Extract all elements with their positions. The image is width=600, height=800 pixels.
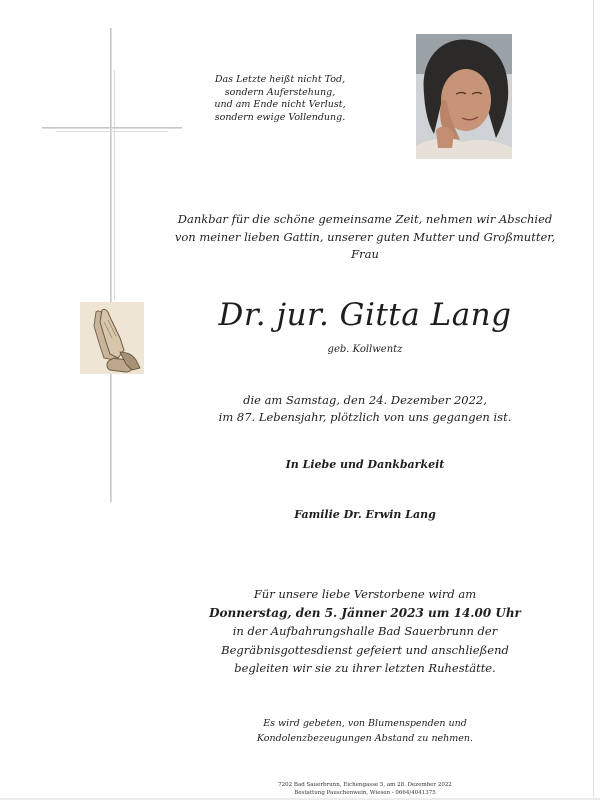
- request-line: Es wird gebeten, von Blumenspenden und: [263, 718, 467, 729]
- cross-vertical-beam: [110, 28, 112, 502]
- death-notice-line: die am Samstag, den 24. Dezember 2022,: [243, 393, 487, 407]
- funeral-intro: Für unsere liebe Verstorbene wird am: [253, 587, 477, 601]
- cross-horizontal-shadow: [56, 131, 168, 132]
- cross-vertical-shadow: [114, 70, 115, 300]
- intro-text: [130, 211, 600, 264]
- gratitude-line: In Liebe und Dankbarkeit: [285, 458, 445, 471]
- death-notice-line: im 87. Lebensjahr, plötzlich von uns gegangen ist.: [218, 410, 512, 424]
- family-signature: Familie Dr. Erwin Lang: [294, 508, 436, 521]
- death-notice: [130, 392, 600, 426]
- poem-line: sondern Auferstehung,: [224, 86, 336, 98]
- intro-line: von meiner lieben Gattin, unserer guten Mutter und Großmutter,: [174, 229, 556, 244]
- portrait-photo: [416, 34, 512, 159]
- funeral-info: [130, 585, 600, 678]
- deceased-name: Dr. jur. Gitta Lang: [218, 297, 512, 333]
- footer-line: Bestattung Pauschenwein, Wiesen - 0664/4041375: [294, 790, 436, 796]
- birth-name: geb. Kollwentz: [327, 344, 403, 355]
- poem-line: sondern ewige Vollendung.: [214, 111, 346, 123]
- footer: [130, 781, 600, 797]
- intro-line: Frau: [351, 247, 379, 261]
- request-line: Kondolenzbezeugungen Abstand zu nehmen.: [256, 732, 474, 744]
- poem-line: Das Letzte heißt nicht Tod,: [214, 74, 346, 85]
- cross-horizontal-beam: [42, 127, 182, 129]
- flower-request: [130, 717, 600, 746]
- intro-line: Dankbar für die schöne gemeinsame Zeit, nehmen wir Abschied: [177, 212, 553, 226]
- funeral-line: in der Aufbahrungshalle Bad Sauerbrunn der: [232, 624, 498, 638]
- funeral-line: begleiten wir sie zu ihrer letzten Ruhestätte.: [234, 661, 496, 675]
- footer-line: 7202 Bad Sauerbrunn, Eichengasse 5, am 28. Dezember 2022: [278, 782, 452, 788]
- poem-line: und am Ende nicht Verlust,: [214, 99, 346, 110]
- funeral-date: Donnerstag, den 5. Jänner 2023 um 14.00 Uhr: [209, 605, 521, 620]
- funeral-line: Begräbnisgottesdienst gefeiert und anschließend: [221, 642, 509, 657]
- poem: [190, 74, 370, 124]
